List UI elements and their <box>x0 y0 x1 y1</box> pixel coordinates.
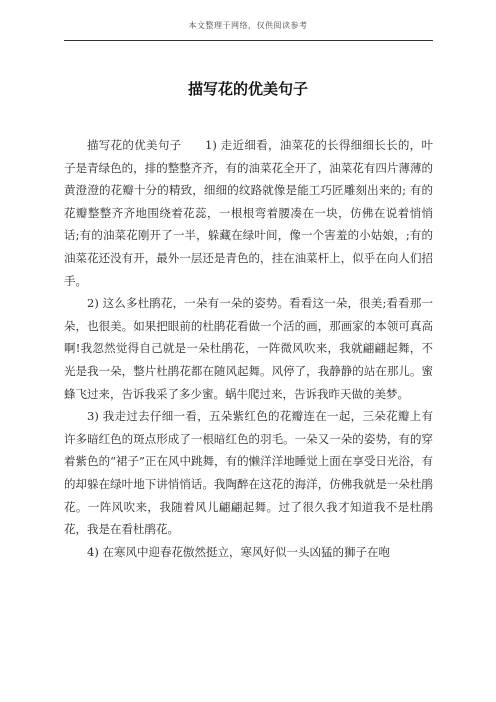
paragraph-2: 2) 这么多杜鹃花，一朵有一朵的姿势。看看这一朵，很美;看看那一朵，也很美。如果把眼前的杜鹃花看做一个活的画，那画家的本领可真高啊!我忽然觉得自己就是一朵杜鹃花，一阵微风吹来，我就翩翩起舞，不光是我一朵，整片杜鹃花都在随风起舞。风停了，我静静的站在那儿。蜜蜂飞过来，告诉我采了多少蜜。蜗牛爬过来，告诉我昨天做的美梦。 <box>64 296 433 401</box>
paragraph-4: 4) 在寒风中迎春花傲然挺立，寒风好似一头凶猛的狮子在咆 <box>87 544 390 559</box>
page-header: 本文整理于网络，仅供阅读参考 <box>188 21 308 30</box>
paragraph-1: 描写花的优美句子 1) 走近细看，油菜花的长得细细长长的，叶子是青绿色的，排的整整齐齐，有的油菜花全开了，油菜花有四片薄薄的黄澄澄的花瓣十分的精致，细细的纹路就像是能工巧匠雕刻出来的; 有的花瓣整整齐齐地围绕着花蕊，一根根弯着腰凑在一块，仿佛在说着悄悄话;有的油菜花刚开了一半，躲藏在绿叶间，像一个害羞的小姑娘，;有的油菜花还没有开，最外一层还是青色的，挂在油菜杆上，似乎在向人们招手。 <box>64 138 433 288</box>
header-divider <box>64 40 433 41</box>
paragraph-3: 3) 我走过去仔细一看，五朵紫红色的花瓣连在一起，三朵花瓣上有许多暗红色的斑点形成了一根暗红色的羽毛。一朵又一朵的姿势，有的穿着紫色的“裙子”正在风中跳舞，有的懒洋洋地睡觉上面在享受日光浴，有的却躲在绿叶地下讲悄悄话。我陶醉在这花的海洋，仿佛我就是一朵杜鹃花。一阵风吹来，我随着风儿翩翩起舞。过了很久我才知道我不是杜鹃花，我是在看杜鹃花。 <box>64 409 433 537</box>
document-title: 描写花的优美句子 <box>187 80 308 98</box>
document-body <box>64 134 433 563</box>
